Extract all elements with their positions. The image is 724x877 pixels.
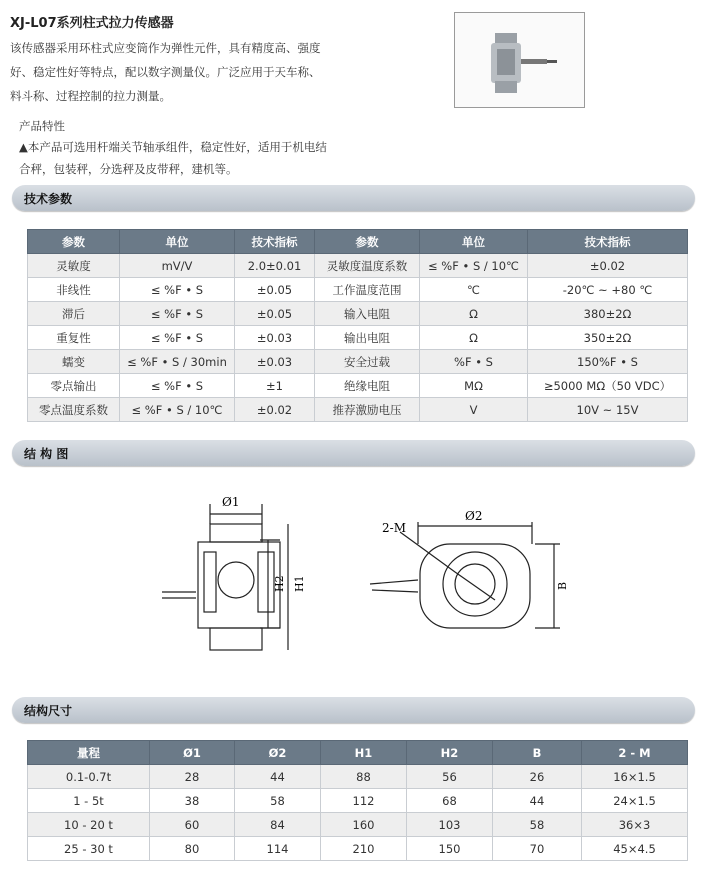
table-cell: 68 [407,789,493,813]
section-bar-diagram [12,440,695,466]
dim-label-m: 2-M [382,521,406,535]
table-row [28,302,688,326]
dimension-table [27,740,688,861]
table-cell: ±0.03 [235,326,315,350]
table-cell: ≤ %F • S [120,302,235,326]
table-cell: 210 [321,837,407,861]
structure-diagram [150,492,590,672]
table-header-cell: 量程 [28,741,150,765]
table-cell: 26 [493,765,582,789]
table-cell: ≤ %F • S / 10℃ [420,254,528,278]
table-cell: 输出电阻 [315,326,420,350]
table-cell: 工作温度范围 [315,278,420,302]
table-cell: 10 - 20 t [28,813,150,837]
table-cell: 重复性 [28,326,120,350]
table-cell: 36×3 [582,813,688,837]
table-cell: 112 [321,789,407,813]
table-cell: 70 [493,837,582,861]
table-row [28,813,688,837]
table-cell: ±0.05 [235,278,315,302]
table-cell: ≤ %F • S / 10℃ [120,398,235,422]
table-cell: 150 [407,837,493,861]
spec-table [27,229,688,422]
table-cell: -20℃ ~ +80 ℃ [528,278,688,302]
table-cell: 25 - 30 t [28,837,150,861]
table-cell: 16×1.5 [582,765,688,789]
table-cell: 24×1.5 [582,789,688,813]
section-title: 结 构 图 [24,447,69,461]
table-cell: 114 [235,837,321,861]
table-row [28,789,688,813]
table-row [28,837,688,861]
table-cell: 56 [407,765,493,789]
table-cell: ±0.02 [528,254,688,278]
table-cell: 58 [235,789,321,813]
table-cell: 10V ~ 15V [528,398,688,422]
table-row [28,765,688,789]
table-cell: 350±2Ω [528,326,688,350]
table-cell: 84 [235,813,321,837]
table-row [28,398,688,422]
table-cell: ℃ [420,278,528,302]
table-header-cell: Ø2 [235,741,321,765]
table-header-cell: H2 [407,741,493,765]
table-header-cell: B [493,741,582,765]
table-row [28,374,688,398]
dim-label-h2: H2 [273,575,286,592]
table-header-cell: 技术指标 [235,230,315,254]
table-cell: 88 [321,765,407,789]
product-intro: 该传感器采用环柱式应变筒作为弹性元件，具有精度高、强度好、稳定性好等特点，配以数字测量仪。广泛应用于天车称、料斗称、过程控制的拉力测量。 [10,41,321,103]
table-cell: 蠕变 [28,350,120,374]
table-cell: 零点温度系数 [28,398,120,422]
table-cell: ≤ %F • S [120,278,235,302]
table-cell: ±1 [235,374,315,398]
table-cell: 滞后 [28,302,120,326]
table-cell: ≤ %F • S [120,374,235,398]
product-photo [454,12,585,108]
table-cell: ≤ %F • S [120,326,235,350]
table-cell: 灵敏度 [28,254,120,278]
features-heading: 产品特性 [19,119,65,133]
table-cell: Ω [420,326,528,350]
table-cell: ±0.03 [235,350,315,374]
table-cell: 44 [235,765,321,789]
table-cell: 0.1-0.7t [28,765,150,789]
table-cell: ≤ %F • S / 30min [120,350,235,374]
table-cell: 推荐激励电压 [315,398,420,422]
table-header-cell: 单位 [420,230,528,254]
table-header-cell: 技术指标 [528,230,688,254]
dim-label-phi1: Ø1 [222,495,240,509]
table-cell: 44 [493,789,582,813]
table-cell: 60 [150,813,235,837]
section-bar-dimensions [12,697,695,723]
table-cell: 45×4.5 [582,837,688,861]
table-cell: MΩ [420,374,528,398]
table-cell: ±0.02 [235,398,315,422]
table-cell: 灵敏度温度系数 [315,254,420,278]
table-cell: 非线性 [28,278,120,302]
table-cell: V [420,398,528,422]
table-cell: 2.0±0.01 [235,254,315,278]
dim-label-b: B [556,581,569,590]
table-cell: %F • S [420,350,528,374]
table-cell: mV/V [120,254,235,278]
features-text: ▲本产品可选用杆端关节轴承组件，稳定性好，适用于机电结合秤，包装秤，分选秤及皮带秤，建机等。 [19,140,327,176]
table-cell: 1 - 5t [28,789,150,813]
table-header-cell: H1 [321,741,407,765]
section-title: 技术参数 [24,192,73,206]
table-cell: 103 [407,813,493,837]
table-cell: Ω [420,302,528,326]
table-cell: 80 [150,837,235,861]
table-row [28,350,688,374]
table-cell: 安全过载 [315,350,420,374]
table-cell: 28 [150,765,235,789]
table-cell: ±0.05 [235,302,315,326]
dim-label-phi2: Ø2 [465,509,483,523]
table-row [28,254,688,278]
dim-label-h1: H1 [293,575,306,592]
section-bar-specs [12,185,695,211]
table-cell: ≥5000 MΩ（50 VDC） [528,374,688,398]
table-row [28,326,688,350]
table-header-cell: 2 - M [582,741,688,765]
table-cell: 绝缘电阻 [315,374,420,398]
table-cell: 输入电阻 [315,302,420,326]
table-cell: 38 [150,789,235,813]
table-cell: 150%F • S [528,350,688,374]
table-row [28,278,688,302]
product-title: XJ-L07系列柱式拉力传感器 [10,16,174,31]
table-cell: 零点输出 [28,374,120,398]
table-header-cell: 参数 [28,230,120,254]
table-header-cell: Ø1 [150,741,235,765]
table-cell: 380±2Ω [528,302,688,326]
section-title: 结构尺寸 [24,704,73,718]
table-header-cell: 参数 [315,230,420,254]
table-cell: 58 [493,813,582,837]
table-header-cell: 单位 [120,230,235,254]
table-cell: 160 [321,813,407,837]
